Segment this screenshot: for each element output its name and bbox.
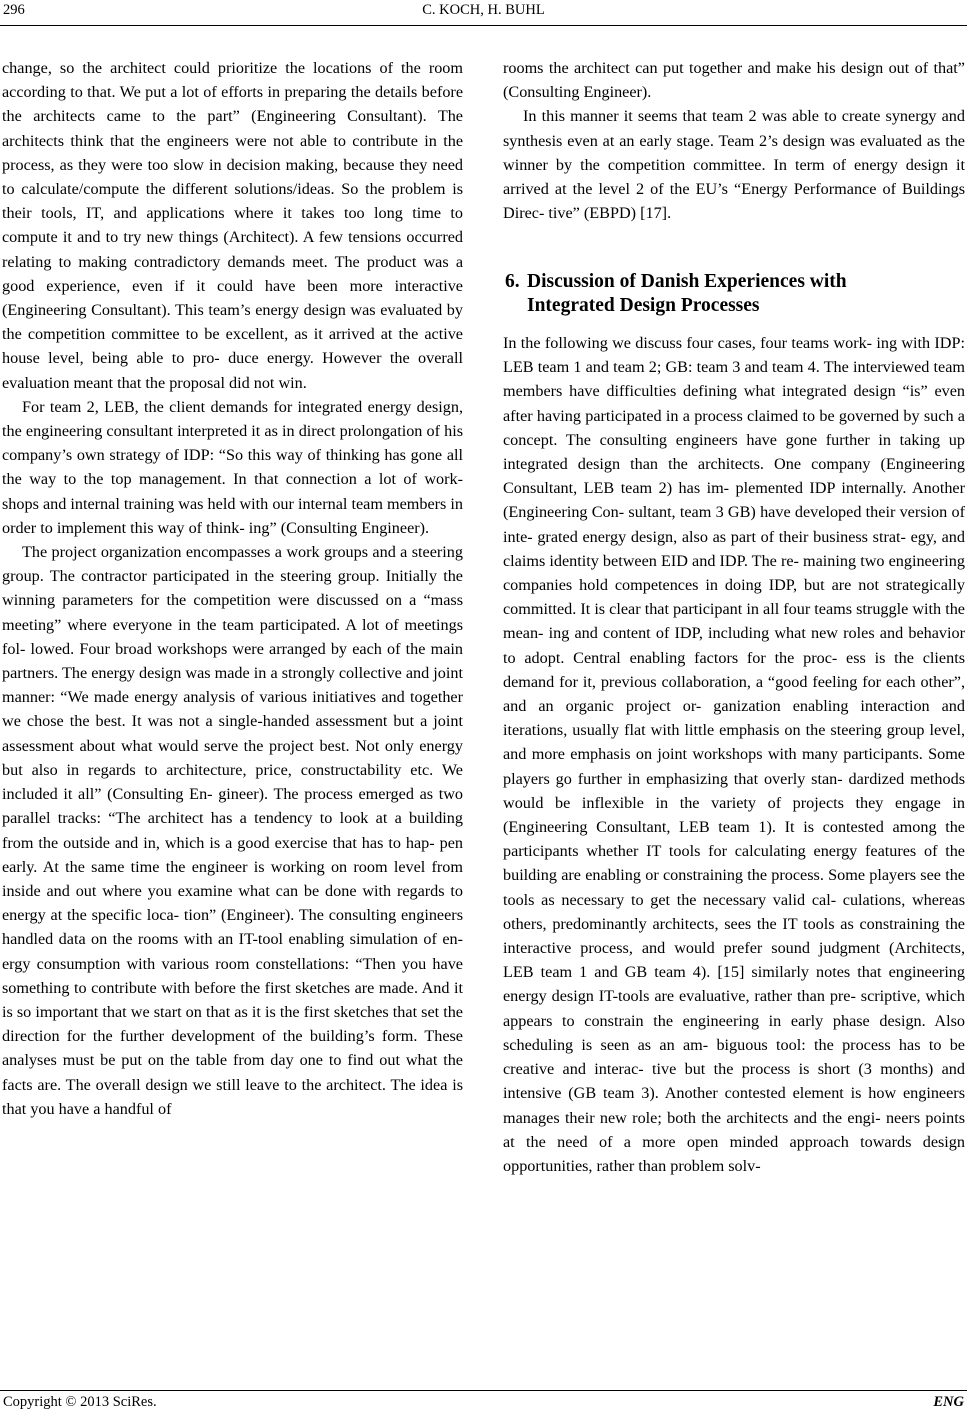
paragraph: For team 2, LEB, the client demands for integrated energy design, the engineering consultant interpreted it as in direct prolongation of his company’s own strategy of IDP: “So this way of thinking has gone all the way to the top management. In that connection a lot of work- shops and internal training was held with our internal team members in order to implement this way of think- ing” (Consulting Engineer). <box>2 397 463 537</box>
page-number: 296 <box>3 2 25 18</box>
header-rule <box>0 25 967 26</box>
section-heading <box>505 270 965 318</box>
journal-abbrev: ENG <box>933 1394 964 1410</box>
right-column-top <box>503 56 965 225</box>
section-title-line1: Discussion of Danish Experiences with <box>527 271 847 292</box>
paragraph: In this manner it seems that team 2 was able to create synergy and synthesis even at an early stage. Team 2’s design was evaluated as the winner by the competition committee. In term of energy design it arrived at the level 2 of the EU’s “Energy Performance of Buildings Direc- tive” (EBPD) [17]. <box>503 107 965 223</box>
running-header-authors: C. KOCH, H. BUHL <box>422 2 545 18</box>
footer-rule <box>0 1390 967 1391</box>
paragraph: The project organization encompasses a work groups and a steering group. The contractor participated in the steering group. Initially the winning parameters for the competition were discussed on a “mass meeting” where everyone in the team participated. A lot of meetings fol- lowed. Four broad workshops were arranged by each of the main partners. The energy design was made in a strongly collective and joint manner: “We made energy analysis of various initiatives and together we chose the best. It was not a single-handed assessment but a joint assessment about what would serve the project best. Not only energy but also in regards to architecture, price, constructability etc. We included it all” (Consulting En- gineer). The process emerged as two parallel tracks: “The architect has a tendency to look at a building from the outside and in, which is a good exercise that has to hap- pen early. At the same time the engineer is working on room level from inside and out where you examine what can be done with regards to energy at the specific loca- tion” (Engineer). The consulting engineers handled data on the rooms with an IT-tool enabling simulation of en- ergy consumption with various room constellations: “Then you have something to contribute with before the first sketches are made. And it is so important that we start on that as it is the first sketches that set the direction for the further development of the building’s form. These analyses must be put on the table from day one to find out what the facts are. The overall design we still leave to the architect. The idea is that you have a handful of <box>2 543 463 1118</box>
paragraph: In the following we discuss four cases, four teams work- ing with IDP: LEB team 1 and team 2; GB: team 3 and team 4. The interviewed team members have difficulties defining what integrated design “is” even after having participated in a process claimed to be governed by such a concept. The consulting engineers have gone further in taking up integrated design than the architects. One company (Engineering Consultant, LEB team 2) has im- plemented IDP internally. Another (Engineering Con- sultant, team 3 GB) have developed their version of inte- grated energy design, also as part of their business strat- egy, and claims identity between EID and IDP. The re- maining two engineering companies hold competences in doing IDP, but are not strategically committed. It is clear that participant in all four teams struggle with the mean- ing and content of IDP, including what new roles and behavior to adopt. Central enabling factors for the proc- ess is the clients demand for it, previous collaboration, a “good feeling for each other”, and an organic project or- ganization enabling interaction and iterations, usually flat with little emphasis on the steering group level, and more emphasis on joint workshops with many participants. Some players go further in emphasizing that overly stan- dardized methods would be inflexible in the variety of projects they engage in (Engineering Consultant, LEB team 1). It is contested among the participants whether IT tools for calculating energy features of the building are enabling or constraining the process. Some players see the tools as necessary to get the necessary valid cal- culations, whereas others, predominantly architects, sees the IT tools as constraining the interactive process, and would prefer sound judgment (Architects, LEB team 1 and GB team 4). [15] similarly notes that engineering energy design IT-tools are evaluative, rather than pre- scriptive, which appears to constrain the engineering in early phase design. Also scheduling is seen as an am- biguous tool: the process has to be creative and interac- tive but the process is short (3 months) and intensive (GB team 3). Another contested element is how engineers manages their new role; both the architects and the engi- neers points at the need of a more open minded approach towards design opportunities, rather than problem solv- <box>503 334 965 1175</box>
copyright-notice: Copyright © 2013 SciRes. <box>3 1394 157 1410</box>
section-number: 6. <box>505 271 520 292</box>
paragraph: change, so the architect could prioritize the locations of the room according to that. We put a lot of efforts in preparing the details before the architects came to the part” (Engineering Consultant). The architects think that the engineers were not able to contribute in the process, as they were too slow in decision making, because they need to calculate/compute the different solutions/ideas. So the problem is their tools, IT, and applications where it takes too long time to compute it and to try new things (Architect). A few tensions occurred relating to making contradictory demands meet. The product was a good experience, even if it could have been more interactive (Engineering Consultant). This team’s energy design was evaluated by the competition committee to be excellent, as it arrived at the active house level, being able to pro- duce energy. However the overall evaluation meant that the proposal did not win. <box>2 59 463 392</box>
paragraph: rooms the architect can put together and make his design out of that” (Consulting Engineer). <box>503 59 965 102</box>
right-column-body <box>503 331 965 1178</box>
section-title-line2: Integrated Design Processes <box>527 295 760 316</box>
left-column <box>2 56 463 1121</box>
running-header <box>0 0 967 24</box>
